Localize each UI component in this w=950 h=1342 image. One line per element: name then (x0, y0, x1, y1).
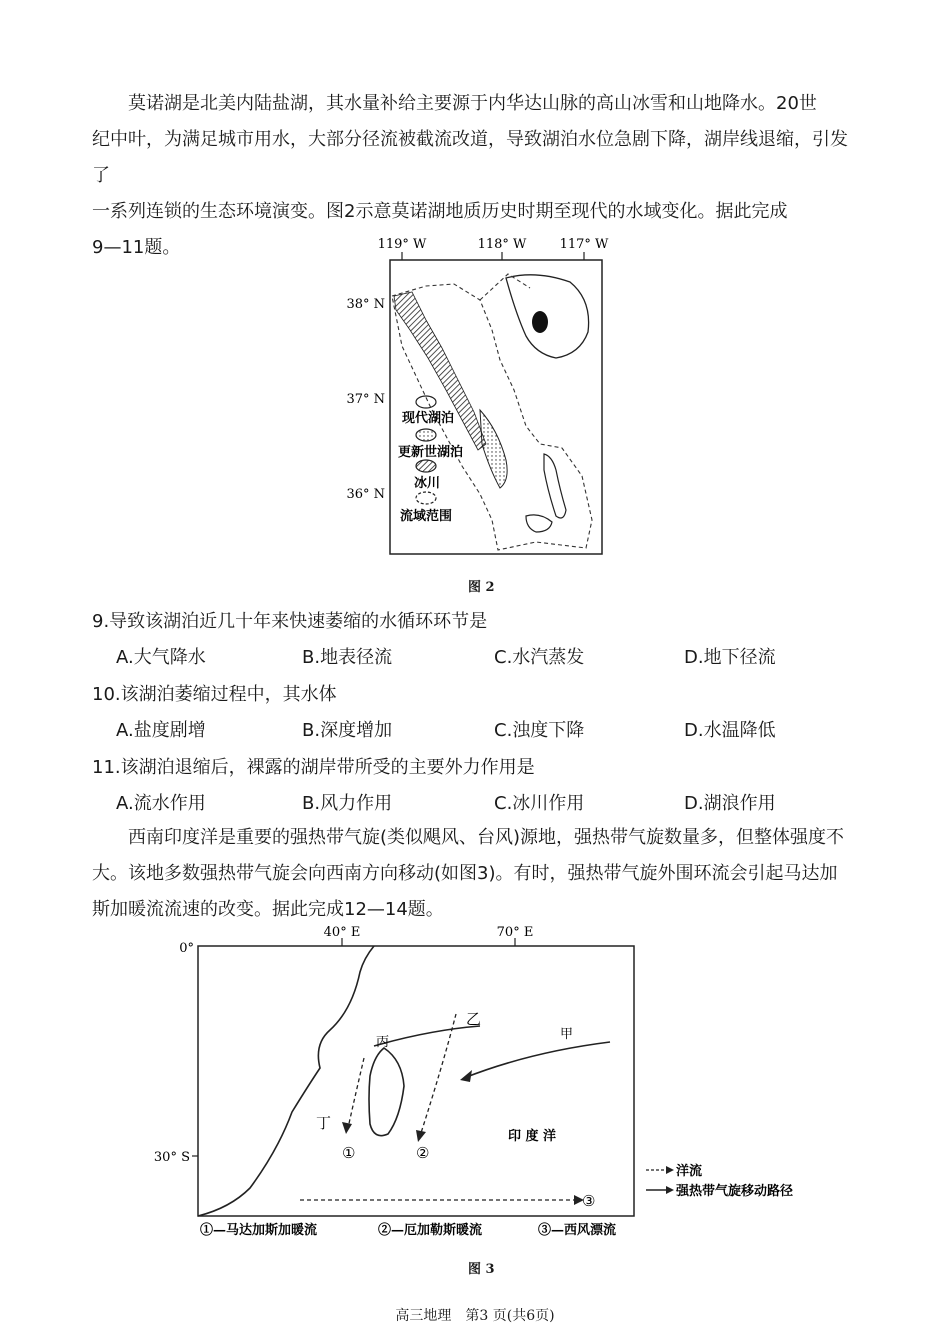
passage2-line3: 斯加暖流流速的改变。据此完成12—14题。 (92, 899, 444, 920)
fig2-lake-south-2 (526, 515, 552, 532)
q9-option-d[interactable]: D.地下径流 (684, 647, 776, 668)
fig3-current-1 (348, 1058, 364, 1128)
fig2-pleistocene-lake-1 (480, 410, 507, 488)
legend-pleistocene-symbol (416, 429, 436, 441)
fig3-label-bing: 丙 (376, 1035, 390, 1050)
fig2-lake-south-1 (544, 454, 566, 518)
figure2-map (330, 230, 620, 570)
fig3-label-jia: 甲 (560, 1027, 574, 1042)
fig3-madagascar (369, 1048, 404, 1136)
fig3-lon-40: 40° E (323, 925, 361, 940)
fig3-label-ding: 丁 (316, 1114, 332, 1132)
fig3-lon-70: 70° E (496, 925, 534, 940)
legend-modern-lake: 现代湖泊 (402, 411, 455, 426)
question-10-stem: 10.该湖泊萎缩过程中，其水体 (92, 684, 337, 705)
fig3-cyclone-path-bing (374, 1026, 480, 1046)
q10-option-a[interactable]: A.盐度剧增 (116, 720, 206, 741)
q9-option-a[interactable]: A.大气降水 (116, 647, 206, 668)
question-11-options (116, 789, 816, 815)
legend-basin-symbol (416, 492, 436, 504)
figure2-caption: 图 2 (468, 580, 495, 595)
passage2-line1: 西南印度洋是重要的强热带气旋(类似飓风、台风)源地，强热带气旋数量多，但整体强度不 (128, 827, 845, 848)
fig3-legend-cyclone: 强热带气旋移动路径 (676, 1184, 794, 1199)
passage1-line2: 纪中叶，为满足城市用水，大部分径流被截流改道，导致湖泊水位急剧下降，湖岸线退缩，引发了 (92, 129, 848, 186)
fig3-lat-30s: 30° S (153, 1150, 190, 1165)
fig3-label-c3: ③ (582, 1192, 596, 1210)
fig2-lon-117: 117° W (559, 237, 609, 252)
fig2-glacier-belt (394, 292, 486, 450)
fig3-label-c1: ① (342, 1144, 356, 1162)
passage1-line3: 一系列连锁的生态环境演变。图2示意莫诺湖地质历史时期至现代的水域变化。据此完成 (92, 201, 788, 222)
q10-option-c[interactable]: C.浊度下降 (494, 720, 585, 741)
fig3-cyclone-path-jia (464, 1042, 610, 1078)
question-11-stem: 11.该湖泊退缩后，裸露的湖岸带所受的主要外力作用是 (92, 757, 535, 778)
question-9-options (116, 643, 816, 669)
question-9-stem: 9.导致该湖泊近几十年来快速萎缩的水循环环节是 (92, 611, 488, 632)
q9-option-b[interactable]: B.地表径流 (302, 647, 393, 668)
fig3-key-1: ①—马达加斯加暖流 (200, 1223, 318, 1238)
q10-option-b[interactable]: B.深度增加 (302, 720, 393, 741)
passage2-line2: 大。该地多数强热带气旋会向西南方向移动(如图3)。有时，强热带气旋外围环流会引起马达加 (92, 863, 838, 884)
passage1-line1: 莫诺湖是北美内陆盐湖，其水量补给主要源于内华达山脉的高山冰雪和山地降水。20世 (128, 93, 817, 114)
fig3-key-2: ②—厄加勒斯暖流 (378, 1223, 483, 1238)
fig2-pleistocene-lake-2 (506, 275, 589, 358)
fig2-lon-119: 119° W (377, 237, 427, 252)
fig3-lat-0: 0° (179, 941, 194, 956)
figure3-caption: 图 3 (468, 1262, 495, 1277)
fig3-legend-current: 洋流 (676, 1164, 703, 1179)
q11-option-b[interactable]: B.风力作用 (302, 793, 393, 814)
question-10-options (116, 716, 816, 742)
fig2-lon-118: 118° W (477, 237, 527, 252)
q11-option-c[interactable]: C.冰川作用 (494, 793, 585, 814)
q9-option-c[interactable]: C.水汽蒸发 (494, 647, 585, 668)
fig3-key-3: ③—西风漂流 (538, 1223, 617, 1238)
fig3-label-ocean: 印 度 洋 (508, 1129, 557, 1144)
passage-indian-ocean (92, 820, 862, 928)
fig3-label-yi: 乙 (466, 1010, 482, 1028)
legend-pleistocene-lake: 更新世湖泊 (398, 445, 464, 460)
fig2-modern-lake (532, 311, 548, 333)
fig3-label-c2: ② (416, 1144, 430, 1162)
fig2-lat-38: 38° N (346, 297, 385, 312)
fig2-lat-37: 37° N (346, 392, 385, 407)
q11-option-d[interactable]: D.湖浪作用 (684, 793, 776, 814)
legend-glacier-symbol (416, 460, 436, 472)
fig3-frame (198, 946, 634, 1216)
figure3-map (153, 918, 820, 1248)
q11-option-a[interactable]: A.流水作用 (116, 793, 206, 814)
legend-glacier: 冰川 (414, 476, 441, 491)
fig3-africa-coast (198, 946, 374, 1216)
legend-basin: 流域范围 (400, 509, 453, 524)
page-footer: 高三地理 第3 页(共6页) (395, 1308, 555, 1324)
q10-option-d[interactable]: D.水温降低 (684, 720, 776, 741)
fig3-current-2 (420, 1014, 456, 1136)
fig2-lat-36: 36° N (346, 487, 385, 502)
passage1-line4: 9—11题。 (92, 237, 181, 258)
